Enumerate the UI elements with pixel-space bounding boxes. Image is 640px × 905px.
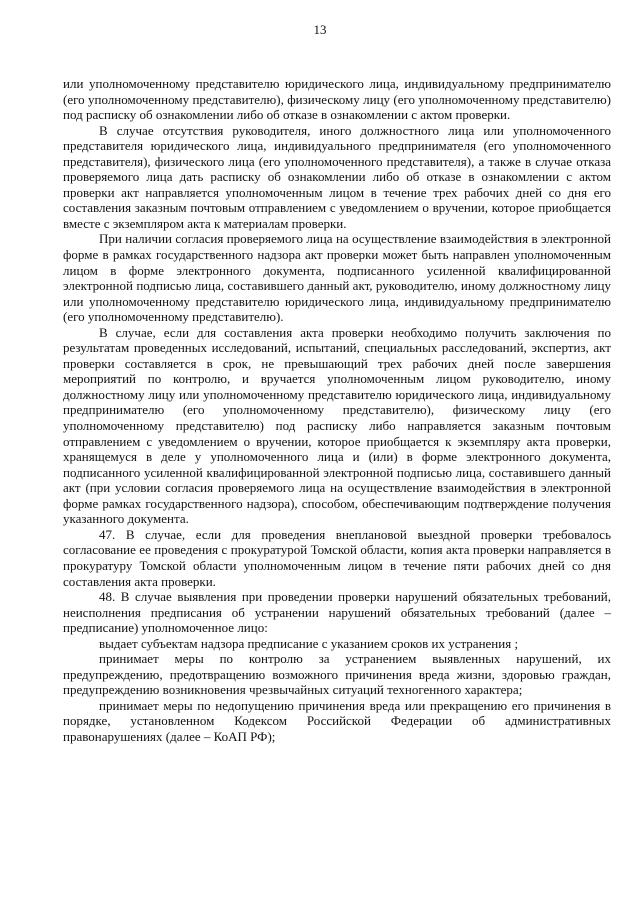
paragraph-electronic-form: При наличии согласия проверяемого лица на осуществление взаимодействия в электронной форме в рамках государственного надзора акт проверки может быть направлен уполномоченным лицом в форме электронного документа, подписанного усиленной квалифицированной электронной подписью лица, составившего данный акт, руководителю, иному должностному лицу или уполномоченному представителю юридического лица, индивидуальному предпринимателю (его уполномоченному представителю).: [63, 231, 611, 325]
paragraph-harm-prevention: принимает меры по недопущению причинения вреда или прекращению его причинения в порядке, установленном Кодексом Российской Федерации об административных правонарушениях (далее – КоАП РФ);: [63, 697, 611, 744]
paragraph-absence-of-manager: В случае отсутствия руководителя, иного должностного лица или уполномоченного представителя юридического лица, индивидуального предпринимателя (его уполномоченного представителя), физического лица (его уполномоченного представителя), а также в случае отказа проверяемого лица дать расписку об ознакомлении либо об отказе в ознакомлении с актом проверки акт направляется уполномоченным лицом в течение трех рабочих дней со дня его составления заказным почтовым отправлением с уведомлением о вручении, которое приобщается вместе с экземпляром акта к материалам проверки.: [63, 122, 611, 231]
document-body: [63, 76, 611, 745]
paragraph-47-prosecutor-approval: 47. В случае, если для проведения внеплановой выездной проверки требовалось согласование ее проведения с прокуратурой Томской области, копия акта проверки направляется в прокуратуру Томской области уполномоченным лицом в течение пяти рабочих дней со дня составления акта проверки.: [63, 526, 611, 589]
paragraph-control-measures: принимает меры по контролю за устранением выявленных нарушений, их предупреждению, предотвращению возможного причинения вреда жизни, здоровью граждан, предупреждению возникновения чрезвычайных ситуаций техногенного характера;: [63, 651, 611, 698]
paragraph-signature-delivery: или уполномоченному представителю юридического лица, индивидуальному предпринимателю (его уполномоченному представителю), физическому лицу (его уполномоченному представителю) под расписку об ознакомлении либо об отказе в ознакомлении с актом проверки.: [63, 76, 611, 123]
paragraph-48-violations: 48. В случае выявления при проведении проверки нарушений обязательных требований, неисполнения предписания об устранении нарушений обязательных требований (далее – предписание) уполномоченное лицо:: [63, 589, 611, 636]
paragraph-issue-order: выдает субъектам надзора предписание с указанием сроков их устранения ;: [99, 635, 519, 651]
page-number: 13: [313, 22, 327, 37]
paragraph-expert-conclusions: В случае, если для составления акта проверки необходимо получить заключения по результатам проведенных исследований, испытаний, специальных расследований, экспертиз, акт проверки составляется в срок, не превышающий трех рабочих дней после завершения мероприятий по контролю, и вручается уполномоченным лицом руководителю, иному должностному лицу или уполномоченному представителю юридического лица, индивидуальному предпринимателю (его уполномоченному представителю), физическому лицу (его уполномоченному представителю) под расписку либо направляется заказным почтовым отправлением с уведомлением о вручении, которое приобщается к экземпляру акта проверки, хранящемуся в деле у уполномоченного лица и (или) в форме электронного документа, подписанного усиленной квалифицированной электронной подписью лица, составившего данный акт (при условии согласия проверяемого лица на осуществление взаимодействия в электронной форме рамках государственного надзора), способом, обеспечивающим подтверждение получения указанного документа.: [63, 324, 611, 527]
